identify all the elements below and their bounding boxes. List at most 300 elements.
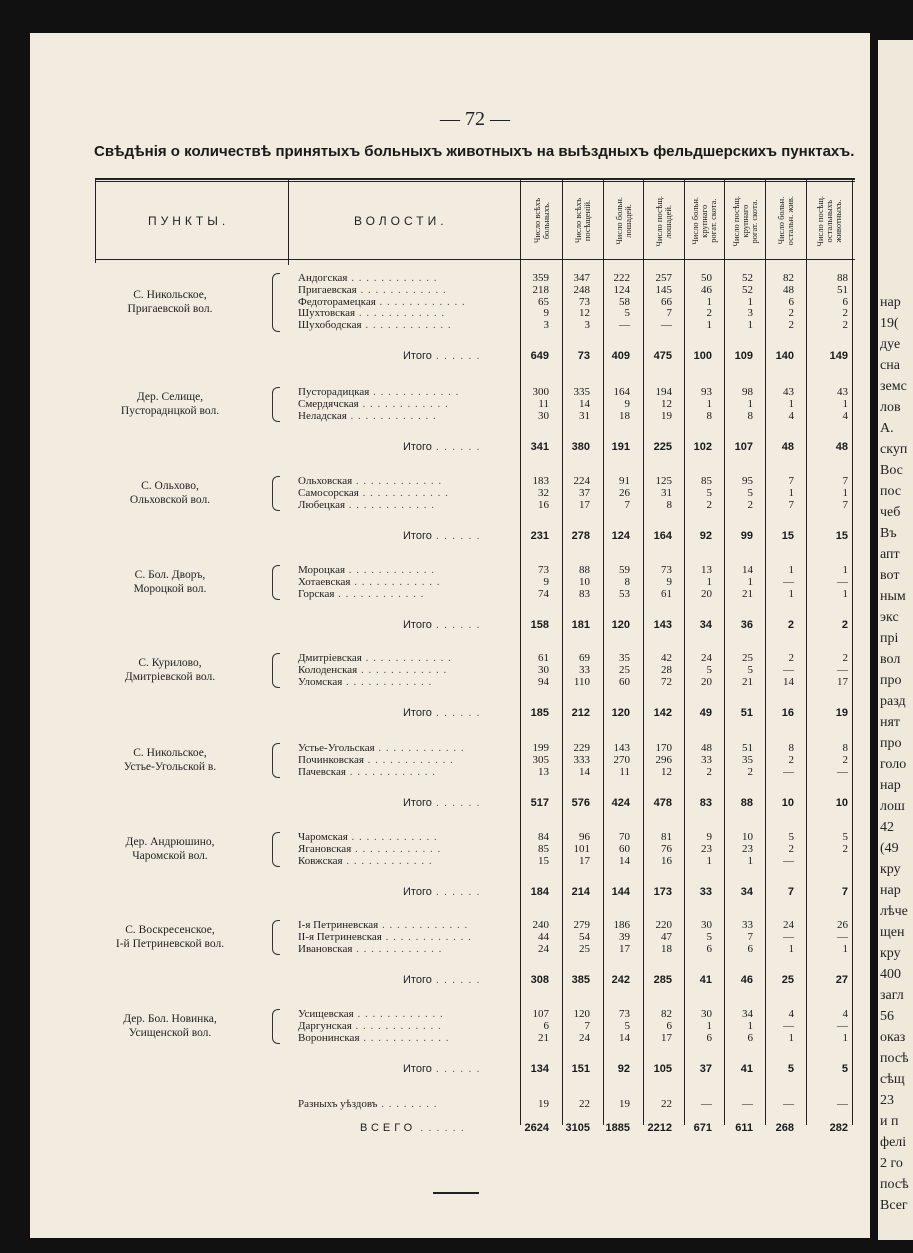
volost-name (298, 296, 466, 308)
leader-dots: . . . . . . . . . . . . (351, 1019, 442, 1032)
value-cell: 5 (842, 831, 848, 843)
column-header-label: Число больн. крупнаго рогат. скота. (690, 197, 718, 245)
column-divider (806, 180, 807, 1125)
value-cell: 47 (661, 930, 672, 943)
value-cell: 14 (619, 1031, 630, 1044)
brace (272, 920, 280, 955)
total-cell: 124 (611, 530, 630, 542)
total-cell: 7 (841, 886, 848, 898)
value-cell: 1 (706, 854, 712, 867)
total-cell: 242 (611, 974, 630, 986)
next-page-text-fragment: сна (880, 358, 900, 373)
value-cell: 25 (579, 942, 590, 955)
volost-name-text: Ковжская (298, 854, 343, 867)
volost-name (298, 742, 465, 754)
value-cell: 33 (701, 753, 712, 766)
volost-name-text: Горская (298, 587, 335, 600)
itogo-label (403, 886, 481, 898)
value-cell: 31 (579, 409, 590, 422)
value-cell: 2 (788, 319, 794, 332)
total-cell: 10 (781, 797, 794, 809)
leader-dots: . . . . . . . . . . . . (361, 319, 452, 332)
volost-name (298, 487, 449, 499)
value-cell: 257 (655, 272, 672, 284)
total-cell: 25 (781, 974, 794, 986)
next-page-text-fragment: 42 (880, 820, 894, 835)
volost-name (298, 576, 440, 588)
next-page-text-fragment: фелі (880, 1135, 907, 1150)
leader-dots: . . . . . . (431, 797, 481, 809)
value-cell: 54 (579, 930, 590, 943)
leader-dots: . . . . . . . . . . . . (352, 475, 443, 487)
value-cell: 51 (742, 742, 753, 754)
value-cell: 30 (701, 1008, 712, 1020)
leader-dots: . . . . . . . . (377, 1098, 438, 1110)
value-cell: 91 (619, 475, 630, 487)
value-cell: 5 (747, 486, 753, 499)
total-cell: 2 (841, 619, 848, 631)
value-cell: 17 (579, 498, 590, 511)
value-cell: 13 (538, 765, 549, 778)
leader-dots: . . . . . . . . . . . . (342, 675, 433, 688)
itogo-text: Итого (403, 974, 432, 986)
value-cell: 170 (655, 742, 672, 754)
total-cell: 225 (653, 441, 672, 453)
volost-name (298, 284, 447, 296)
raznykh-label (298, 1098, 437, 1110)
itogo-label (403, 707, 481, 719)
value-cell: 43 (837, 386, 848, 398)
value-cell: 46 (701, 283, 712, 296)
value-cell: 8 (624, 575, 630, 588)
value-cell: 296 (655, 753, 672, 766)
volost-name-text: Устье-Угольская (298, 742, 375, 754)
value-cell: 1 (706, 575, 712, 588)
next-page-text-fragment: лов (880, 400, 901, 415)
value-cell: 18 (661, 942, 672, 955)
value-cell: 15 (538, 854, 549, 867)
value-cell: 88 (579, 564, 590, 576)
value-cell: 26 (837, 919, 848, 931)
value-cell: 1 (788, 1031, 794, 1044)
total-cell: 143 (653, 619, 672, 631)
volost-name (298, 652, 452, 664)
volost-name (298, 931, 472, 943)
value-cell: 6 (706, 942, 712, 955)
column-header (604, 185, 643, 257)
value-cell: 218 (532, 283, 549, 296)
next-page-text-fragment: 2 го (880, 1156, 903, 1171)
value-cell: 110 (573, 675, 590, 688)
value-cell: 1 (788, 397, 794, 410)
next-page-text-fragment: ным (880, 589, 906, 604)
volost-name (298, 843, 441, 855)
leader-dots: . . . . . . (431, 441, 481, 453)
volost-name-text: Уломская (298, 675, 343, 688)
leader-dots: . . . . . . . . . . . . (355, 307, 446, 320)
value-cell: — (783, 663, 794, 676)
volost-name-text: Самосорская (298, 486, 359, 499)
volost-name-text: Мороцкая (298, 564, 346, 576)
leader-dots: . . . . . . (431, 974, 481, 986)
punkt-label: Дер. Селище, Пустораднцкой вол. (120, 390, 220, 417)
total-cell: 424 (611, 797, 630, 809)
next-page-text-fragment: земс (880, 379, 907, 394)
value-cell: 9 (543, 575, 549, 588)
total-cell: 212 (571, 707, 590, 719)
leader-dots: . . . . . . (431, 619, 481, 631)
value-cell: — (837, 575, 848, 588)
value-cell: 73 (619, 1008, 630, 1020)
value-cell: 17 (661, 1031, 672, 1044)
header-volosti: ВОЛОСТИ. (354, 214, 448, 228)
leader-dots: . . . . . . . . . . . . (345, 498, 436, 511)
total-cell: 164 (653, 530, 672, 542)
value-cell: 24 (538, 942, 549, 955)
next-page-text-fragment: (49 (880, 841, 899, 856)
volost-name (298, 664, 447, 676)
volost-name-text: Шухободская (298, 319, 362, 332)
value-cell: 23 (742, 842, 753, 855)
total-cell: 107 (734, 441, 753, 453)
value-cell: 248 (573, 283, 590, 296)
column-header (685, 185, 724, 257)
volost-name (298, 919, 468, 931)
next-page-text-fragment: Въ (880, 526, 897, 541)
brace (272, 273, 280, 332)
next-page-text-fragment: 56 (880, 1009, 894, 1024)
value-cell: — (783, 930, 794, 943)
leader-dots: . . . . . . (416, 1122, 465, 1134)
volost-name-text: Починковская (298, 753, 364, 766)
next-page-text-fragment: про (880, 673, 902, 688)
volost-name (298, 943, 442, 955)
value-cell: — (701, 1098, 712, 1110)
total-cell: 576 (571, 797, 590, 809)
volost-name-text: Воронинская (298, 1031, 360, 1044)
total-cell: 282 (829, 1122, 848, 1134)
value-cell: 14 (619, 854, 630, 867)
leader-dots: . . . . . . . . . . . . (369, 386, 460, 398)
next-page-text-fragment: лѣче (880, 904, 908, 919)
volost-name-text: Чаромская (298, 831, 348, 843)
value-cell: 25 (742, 652, 753, 664)
next-page-text-fragment: 23 (880, 1093, 894, 1108)
total-cell: 409 (611, 350, 630, 362)
total-cell: 19 (835, 707, 848, 719)
punkt-label: Дер. Андрюшино, Чаромской вол. (125, 835, 215, 862)
volost-name (298, 499, 435, 511)
next-page-text-fragment: посѣ (880, 1051, 909, 1066)
total-cell: 2212 (647, 1122, 672, 1134)
value-cell: 7 (584, 1019, 590, 1032)
value-cell: 2 (842, 842, 848, 855)
leader-dots: . . . . . . . . . . . . (359, 1031, 450, 1044)
total-cell: 278 (571, 530, 590, 542)
itogo-text: Итого (403, 441, 432, 453)
itogo-label (403, 797, 481, 809)
volost-name-text: Пусторадицкая (298, 386, 370, 398)
itogo-text: Итого (403, 797, 432, 809)
value-cell: 2 (842, 753, 848, 766)
value-cell: 1 (706, 397, 712, 410)
value-cell: 2 (788, 652, 794, 664)
next-page-text-fragment: экс (880, 610, 899, 625)
next-page-text-fragment: Вос (880, 463, 903, 478)
value-cell: 21 (742, 587, 753, 600)
column-header (521, 185, 562, 257)
value-cell: 24 (701, 652, 712, 664)
raznykh-text: Разныхъ уѣздовъ (298, 1098, 378, 1110)
total-cell: 88 (740, 797, 753, 809)
volost-name (298, 1020, 442, 1032)
next-page-text-fragment: щен (880, 925, 905, 940)
value-cell: 35 (742, 753, 753, 766)
value-cell: 93 (701, 386, 712, 398)
leader-dots: . . . . . . . . . . . . (342, 854, 433, 867)
value-cell: 1 (842, 1031, 848, 1044)
brace (272, 832, 280, 867)
value-cell: 1 (747, 1019, 753, 1032)
volost-name-text: Усищевская (298, 1008, 354, 1020)
value-cell: 2 (706, 498, 712, 511)
next-page-text-fragment: чеб (880, 505, 901, 520)
volost-name (298, 1032, 450, 1044)
value-cell: 3 (584, 319, 590, 332)
value-cell: 19 (661, 409, 672, 422)
value-cell: 1 (747, 575, 753, 588)
vsego-label (360, 1122, 465, 1134)
header-bottom-rule (95, 259, 855, 260)
total-cell: 120 (611, 619, 630, 631)
value-cell: 14 (579, 397, 590, 410)
value-cell: 6 (842, 295, 848, 308)
table-top-rule (95, 178, 855, 180)
next-page-text-fragment: нар (880, 883, 901, 898)
value-cell: 1 (747, 295, 753, 308)
value-cell: 194 (655, 386, 672, 398)
leader-dots: . . . . . . . . . . . . (358, 397, 449, 410)
brace (272, 565, 280, 600)
value-cell: 10 (742, 831, 753, 843)
value-cell: 4 (788, 1008, 794, 1020)
value-cell: — (783, 765, 794, 778)
value-cell: — (837, 1019, 848, 1032)
itogo-label (403, 619, 481, 631)
total-cell: 83 (699, 797, 712, 809)
total-cell: 140 (775, 350, 794, 362)
value-cell: 12 (661, 765, 672, 778)
volost-name-text: Даргунская (298, 1019, 352, 1032)
punkt-label: Дер. Бол. Новинка, Усищенской вол. (123, 1012, 217, 1039)
total-cell: 158 (530, 619, 549, 631)
column-header-label: Число больн. лошадей. (613, 197, 633, 245)
itogo-label (403, 441, 481, 453)
leader-dots: . . . . . . . . . . . . (351, 842, 442, 855)
value-cell: 73 (538, 564, 549, 576)
value-cell: 19 (619, 1098, 630, 1110)
column-header-label: Число посѣщ. остальныхъ животныхъ. (815, 195, 843, 247)
value-cell: 31 (661, 486, 672, 499)
value-cell: 2 (747, 765, 753, 778)
value-cell: 300 (532, 386, 549, 398)
value-cell: 12 (579, 307, 590, 320)
punkt-label: С. Никольское, Пригаевской вол. (127, 288, 213, 315)
column-header-label: Число больн. остальн. жив. (776, 196, 795, 246)
value-cell: 7 (788, 498, 794, 511)
value-cell: 85 (538, 842, 549, 855)
value-cell: 59 (619, 564, 630, 576)
next-page-text-fragment: прі (880, 631, 899, 646)
value-cell: — (619, 319, 630, 332)
value-cell: 4 (842, 409, 848, 422)
value-cell: 28 (661, 663, 672, 676)
value-cell: 17 (579, 854, 590, 867)
column-divider (852, 180, 853, 1125)
value-cell: — (837, 1098, 848, 1110)
value-cell: 199 (532, 742, 549, 754)
value-cell: 8 (706, 409, 712, 422)
next-page-text-fragment: разд (880, 694, 906, 709)
next-page-text-fragment: голо (880, 757, 907, 772)
total-cell: 5 (841, 1063, 848, 1075)
volost-name (298, 588, 424, 600)
brace (272, 476, 280, 511)
next-page-text-fragment: нят (880, 715, 901, 730)
total-cell: 36 (740, 619, 753, 631)
punkt-label: С. Ольхово, Ольховской вол. (129, 479, 211, 506)
leader-dots: . . . . . . . . . . . . (347, 272, 438, 284)
total-cell: 611 (735, 1122, 753, 1134)
value-cell: 61 (538, 652, 549, 664)
volost-name (298, 410, 437, 422)
value-cell: 7 (842, 498, 848, 511)
value-cell: 19 (538, 1098, 549, 1110)
column-header-label: Число всѣхъ посѣщеній. (573, 198, 592, 244)
value-cell: 83 (579, 587, 590, 600)
value-cell: 21 (742, 675, 753, 688)
value-cell: 43 (783, 386, 794, 398)
next-page-text-fragment: 400 (880, 967, 901, 982)
total-cell: 231 (530, 530, 549, 542)
value-cell: 3 (747, 307, 753, 320)
value-cell: 70 (619, 831, 630, 843)
table-top-rule-thin (95, 181, 855, 182)
value-cell: 22 (661, 1098, 672, 1110)
value-cell: 18 (619, 409, 630, 422)
value-cell: 5 (706, 663, 712, 676)
punkt-label: С. Никольское, Устье-Угольской в. (123, 746, 217, 773)
value-cell: 11 (619, 765, 630, 778)
brace (272, 653, 280, 688)
value-cell: 44 (538, 930, 549, 943)
next-page-text-fragment: скуп (880, 442, 908, 457)
value-cell: 2 (706, 307, 712, 320)
table-left-rule (95, 178, 96, 263)
value-cell: 120 (573, 1008, 590, 1020)
volost-name (298, 855, 433, 867)
value-cell: 14 (579, 765, 590, 778)
total-cell: 385 (571, 974, 590, 986)
value-cell: 125 (655, 475, 672, 487)
value-cell: 30 (538, 663, 549, 676)
volost-name-text: Колоденская (298, 663, 358, 676)
total-cell: 173 (653, 886, 672, 898)
column-header (766, 185, 806, 257)
leader-dots: . . . . . . . . . . . . (334, 587, 425, 600)
next-page-text-fragment: лош (880, 799, 905, 814)
value-cell: 21 (538, 1031, 549, 1044)
leader-dots: . . . . . . . . . . . . (350, 575, 441, 588)
leader-dots: . . . . . . . . . . . . (375, 295, 466, 308)
total-cell: 73 (577, 350, 590, 362)
value-cell: 52 (742, 272, 753, 284)
value-cell: 35 (619, 652, 630, 664)
total-cell: 49 (699, 707, 712, 719)
value-cell: 52 (742, 283, 753, 296)
value-cell: 143 (613, 742, 630, 754)
value-cell: 24 (783, 919, 794, 931)
value-cell: 5 (706, 930, 712, 943)
itogo-label (403, 974, 481, 986)
volost-name-text: Смердячская (298, 397, 359, 410)
value-cell: 101 (573, 842, 590, 855)
total-cell: 48 (835, 441, 848, 453)
leader-dots: . . . . . . . . . . . . (374, 742, 465, 754)
value-cell: 20 (701, 587, 712, 600)
total-cell: 268 (775, 1122, 794, 1134)
next-page-text-fragment: кру (880, 862, 901, 877)
total-cell: 2624 (524, 1122, 549, 1134)
volost-name-text: Пригаевская (298, 283, 357, 296)
next-page-text-fragment: посѣ (880, 1177, 909, 1192)
volost-name-text: Федоторамецкая (298, 295, 376, 308)
column-header (807, 185, 852, 257)
leader-dots: . . . . . . . . . . . . (347, 831, 438, 843)
value-cell: 23 (701, 842, 712, 855)
value-cell: 5 (706, 486, 712, 499)
value-cell: 73 (579, 295, 590, 308)
total-cell: 671 (693, 1122, 712, 1134)
volost-name-text: Ольховская (298, 475, 353, 487)
value-cell: 1 (788, 587, 794, 600)
value-cell: 84 (538, 831, 549, 843)
leader-dots: . . . . . . . . . . . . (361, 652, 452, 664)
total-cell: 92 (617, 1063, 630, 1075)
value-cell: — (837, 765, 848, 778)
value-cell: 16 (661, 854, 672, 867)
value-cell: 60 (619, 675, 630, 688)
value-cell: — (837, 663, 848, 676)
value-cell: 8 (747, 409, 753, 422)
next-page-text-fragment: про (880, 736, 902, 751)
leader-dots: . . . . . . . . . . . . (358, 486, 449, 499)
value-cell: 2 (706, 765, 712, 778)
value-cell: 220 (655, 919, 672, 931)
volost-name-text: Хотаевская (298, 575, 351, 588)
next-page-edge (878, 40, 913, 1240)
total-cell: 285 (653, 974, 672, 986)
value-cell: 81 (661, 831, 672, 843)
value-cell: 1 (842, 587, 848, 600)
value-cell: 8 (788, 742, 794, 754)
volost-name (298, 1008, 444, 1020)
total-cell: 100 (693, 350, 712, 362)
brace (272, 743, 280, 778)
next-page-text-fragment: пос (880, 484, 902, 499)
value-cell: 5 (624, 1019, 630, 1032)
total-cell: 184 (530, 886, 549, 898)
